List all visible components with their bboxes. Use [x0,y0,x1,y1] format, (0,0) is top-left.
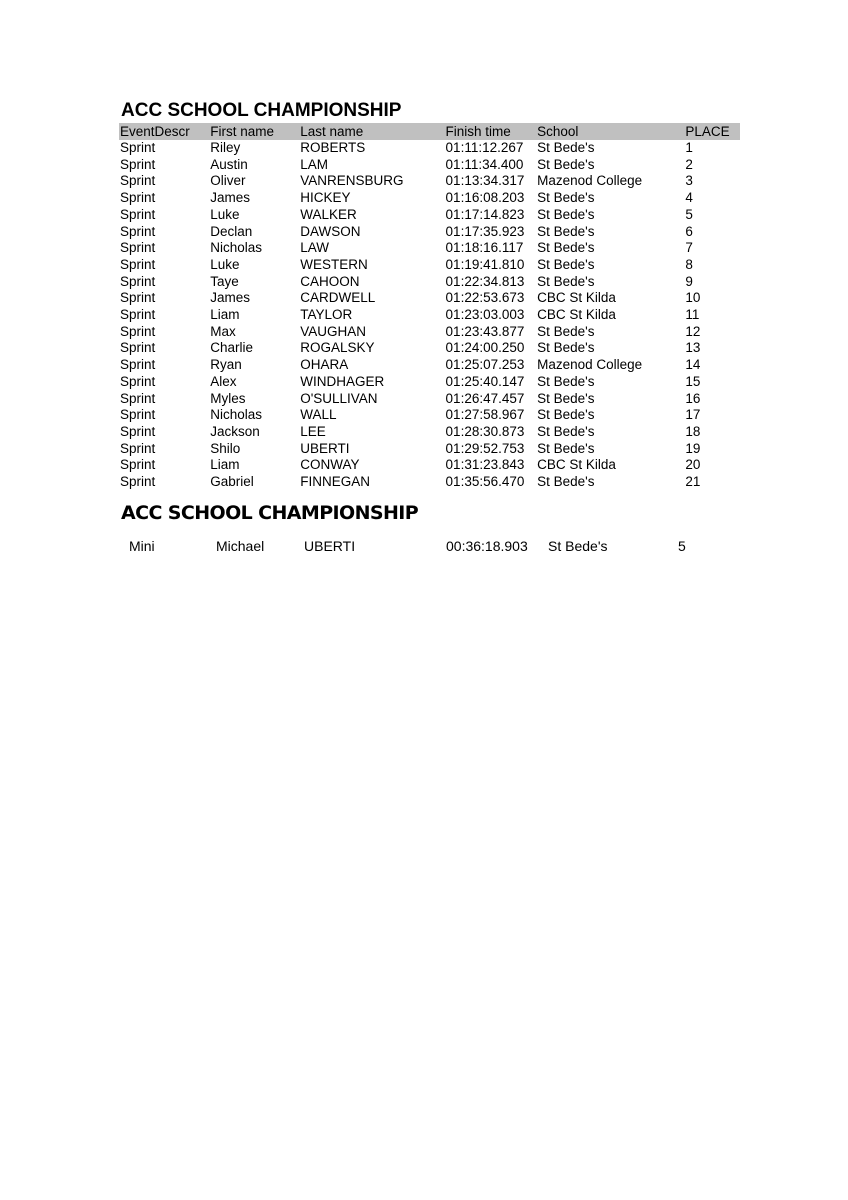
cell-event: Sprint [120,340,156,356]
cell-finish-time: 01:19:41.810 [445,256,525,272]
cell-finish-time: 01:11:12.267 [445,140,524,155]
table-row [119,340,740,357]
table-row [119,240,740,257]
cell-school: Mazenod College [537,173,643,189]
cell-finish-time: 01:25:40.147 [445,373,525,389]
cell-event: Sprint [120,407,156,423]
table-row [119,407,740,424]
table-row [119,274,740,291]
cell-finish-time: 01:22:34.813 [445,273,525,289]
cell-first-name: Gabriel [210,474,254,490]
cell-last-name: VANRENSBURG [300,173,404,189]
cell-place: 7 [685,240,693,256]
cell-finish-time: 00:36:18.903 [446,538,528,554]
cell-finish-time: 01:27:58.967 [445,407,525,423]
cell-last-name: DAWSON [300,223,361,239]
cell-school: St Bede's [537,206,595,222]
cell-school: St Bede's [537,407,595,423]
cell-school: St Bede's [537,373,595,389]
column-header-last-name: Last name [300,124,364,139]
table-row [119,441,740,458]
cell-place: 5 [678,538,686,554]
cell-school: St Bede's [548,538,608,554]
cell-finish-time: 01:28:30.873 [445,423,525,439]
cell-first-name: Shilo [210,440,241,456]
cell-place: 15 [685,373,701,389]
cell-event: Sprint [120,290,156,306]
cell-first-name: Charlie [210,340,253,356]
table-row [119,474,740,491]
cell-school: CBC St Kilda [537,290,616,306]
cell-last-name: UBERTI [304,538,356,554]
table-row [119,357,740,374]
cell-place: 5 [685,206,693,222]
cell-place: 17 [685,407,701,423]
cell-event: Sprint [120,140,156,155]
table-row [119,190,740,207]
cell-event: Sprint [120,173,156,189]
cell-last-name: OHARA [300,357,349,373]
cell-first-name: Ryan [210,357,242,373]
cell-first-name: James [210,290,250,306]
cell-place: 20 [685,457,701,473]
cell-school: St Bede's [537,190,595,206]
table-header-row [119,123,740,140]
cell-finish-time: 01:17:14.823 [445,206,525,222]
cell-event: Sprint [120,373,156,389]
cell-last-name: UBERTI [300,440,350,456]
cell-place: 6 [685,223,693,239]
cell-last-name: CAHOON [300,273,360,289]
cell-last-name: TAYLOR [300,307,353,323]
cell-first-name: Michael [216,538,265,554]
cell-last-name: LAW [300,240,329,256]
cell-place: 14 [685,357,701,373]
cell-finish-time: 01:26:47.457 [445,390,525,406]
cell-first-name: Austin [210,156,248,172]
cell-event: Sprint [120,390,156,406]
table-row [119,290,740,307]
cell-school: St Bede's [537,156,595,172]
cell-school: St Bede's [537,140,595,155]
cell-event: Sprint [120,190,156,206]
cell-place: 18 [685,423,701,439]
cell-finish-time: 01:22:53.673 [445,290,525,306]
cell-school: St Bede's [537,240,595,256]
cell-event: Sprint [120,307,156,323]
cell-last-name: FINNEGAN [300,474,370,490]
cell-last-name: CARDWELL [300,290,376,306]
cell-first-name: Alex [210,373,237,389]
table-row [119,140,740,157]
cell-first-name: Taye [210,273,239,289]
cell-place: 8 [685,256,693,272]
cell-school: Mazenod College [537,357,643,373]
table-row [119,424,740,441]
cell-finish-time: 01:11:34.400 [445,156,524,172]
cell-event: Sprint [120,206,156,222]
cell-last-name: LEE [300,423,326,439]
table-row [119,207,740,224]
cell-first-name: Liam [210,457,240,473]
column-header-finish-time: Finish time [445,124,511,139]
cell-place: 1 [685,140,693,155]
cell-last-name: ROGALSKY [300,340,375,356]
cell-event: Sprint [120,273,156,289]
cell-place: 21 [685,474,701,490]
cell-school: St Bede's [537,390,595,406]
cell-first-name: Max [210,323,236,339]
cell-event: Sprint [120,223,156,239]
cell-last-name: CONWAY [300,457,360,473]
cell-last-name: WINDHAGER [300,373,385,389]
cell-school: St Bede's [537,323,595,339]
cell-place: 16 [685,390,701,406]
table-row [119,257,740,274]
cell-place: 12 [685,323,701,339]
table-row [119,157,740,174]
cell-place: 9 [685,273,693,289]
table-row [119,173,740,190]
cell-first-name: Riley [210,140,241,155]
cell-first-name: Myles [210,390,246,406]
table-row [119,374,740,391]
cell-school: St Bede's [537,223,595,239]
cell-event: Sprint [120,474,156,490]
table-row [119,391,740,408]
cell-event: Sprint [120,423,156,439]
cell-school: St Bede's [537,440,595,456]
cell-last-name: LAM [300,156,328,172]
cell-last-name: O'SULLIVAN [300,390,378,406]
cell-last-name: VAUGHAN [300,323,366,339]
cell-finish-time: 01:35:56.470 [445,474,525,490]
cell-school: CBC St Kilda [537,307,616,323]
cell-place: 4 [685,190,693,206]
cell-last-name: WESTERN [300,256,368,272]
cell-event: Sprint [120,440,156,456]
cell-first-name: Nicholas [210,407,262,423]
cell-event: Sprint [120,256,156,272]
section2-title: ACC SCHOOL CHAMPIONSHIP [121,502,419,524]
column-header-place: PLACE [685,124,730,139]
cell-place: 19 [685,440,701,456]
cell-school: St Bede's [537,340,595,356]
cell-first-name: Liam [210,307,240,323]
cell-finish-time: 01:17:35.923 [445,223,525,239]
cell-finish-time: 01:18:16.117 [445,240,524,256]
cell-event: Sprint [120,457,156,473]
cell-event: Mini [129,538,155,554]
cell-place: 10 [685,290,701,306]
cell-first-name: Nicholas [210,240,262,256]
cell-event: Sprint [120,357,156,373]
cell-finish-time: 01:23:03.003 [445,307,525,323]
cell-event: Sprint [120,323,156,339]
table-row [119,324,740,341]
cell-school: St Bede's [537,256,595,272]
table-row [119,307,740,324]
cell-first-name: Luke [210,256,240,272]
cell-finish-time: 01:25:07.253 [445,357,525,373]
results-table [119,123,740,491]
cell-finish-time: 01:23:43.877 [445,323,525,339]
cell-first-name: Jackson [210,423,260,439]
cell-finish-time: 01:24:00.250 [445,340,525,356]
results-title: ACC SCHOOL CHAMPIONSHIP [121,100,402,121]
cell-school: St Bede's [537,273,595,289]
column-header-event: EventDescr [120,124,190,139]
cell-first-name: James [210,190,250,206]
cell-last-name: ROBERTS [300,140,366,155]
cell-first-name: Declan [210,223,253,239]
cell-event: Sprint [120,240,156,256]
cell-place: 11 [685,307,700,323]
cell-school: St Bede's [537,423,595,439]
cell-last-name: WALKER [300,206,357,222]
cell-place: 3 [685,173,693,189]
cell-finish-time: 01:13:34.317 [445,173,525,189]
cell-first-name: Luke [210,206,240,222]
cell-first-name: Oliver [210,173,246,189]
column-header-school: School [537,124,579,139]
results-body [119,140,740,491]
cell-school: St Bede's [537,474,595,490]
cell-finish-time: 01:31:23.843 [445,457,525,473]
cell-last-name: HICKEY [300,190,351,206]
table-row [119,457,740,474]
cell-last-name: WALL [300,407,337,423]
column-header-first-name: First name [210,124,274,139]
cell-school: CBC St Kilda [537,457,616,473]
table-row [119,224,740,241]
cell-place: 13 [685,340,701,356]
cell-place: 2 [685,156,693,172]
cell-finish-time: 01:29:52.753 [445,440,525,456]
cell-finish-time: 01:16:08.203 [445,190,525,206]
cell-event: Sprint [120,156,156,172]
